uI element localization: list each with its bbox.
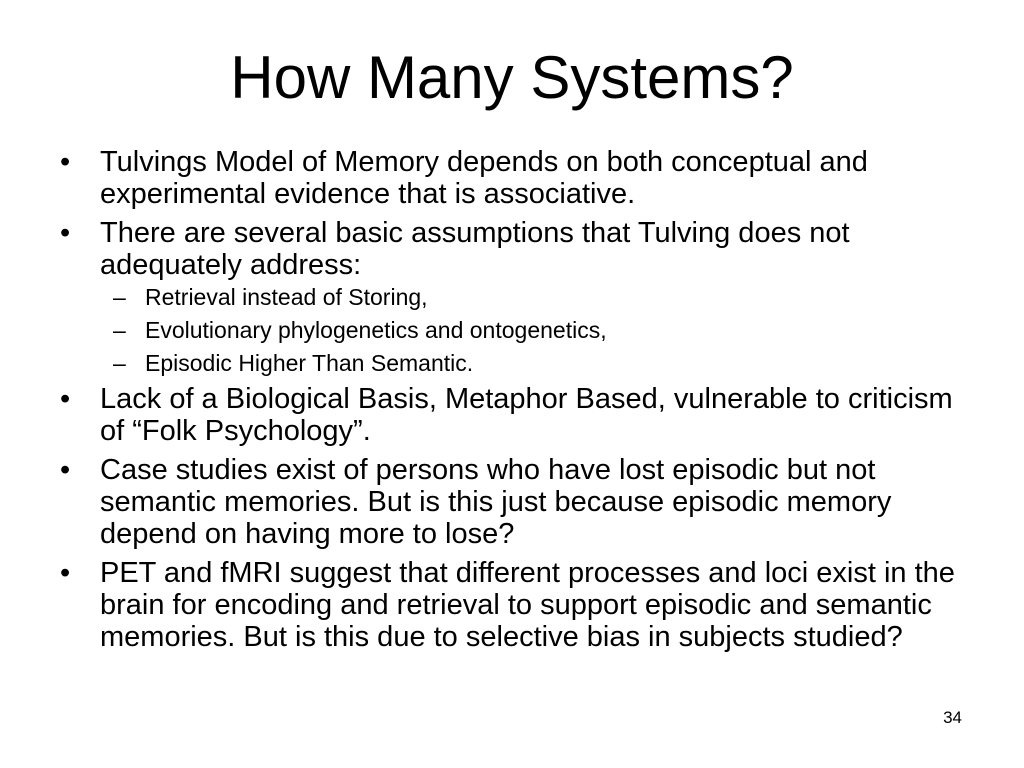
subbullet-item [100, 317, 970, 343]
dash-icon: – [113, 350, 126, 376]
bullet-text: Tulvings Model of Memory depends on both conceptual and experimental evidence that is associative. [100, 146, 868, 210]
dash-icon: – [113, 317, 126, 343]
bullet-item [60, 217, 970, 376]
bullet-item [60, 557, 970, 653]
page-number: 34 [943, 708, 962, 727]
bullet-text: Case studies exist of persons who have lost episodic but not semantic memories. But is this just because episodic memory depend on having more to lose? [100, 454, 892, 550]
bullet-item [60, 146, 970, 210]
bullet-text: There are several basic assumptions that Tulving does not adequately address: [100, 217, 850, 281]
subbullet-list [100, 284, 970, 376]
subbullet-text: Episodic Higher Than Semantic. [145, 350, 474, 376]
bullet-dot-icon: • [60, 454, 71, 486]
bullet-dot-icon: • [60, 557, 71, 589]
bullet-text: Lack of a Biological Basis, Metaphor Based, vulnerable to criticism of “Folk Psychology”. [100, 383, 953, 447]
subbullet-text: Evolutionary phylogenetics and ontogenetics, [145, 317, 607, 343]
bullet-item [60, 454, 970, 550]
bullet-text: PET and fMRI suggest that different processes and loci exist in the brain for encoding and retrieval to support episodic and semantic memories. But is this due to selective bias in subjects studied? [100, 557, 955, 653]
subbullet-text: Retrieval instead of Storing, [145, 284, 428, 310]
dash-icon: – [113, 284, 126, 310]
slide-title: How Many Systems? [230, 44, 794, 111]
bullet-dot-icon: • [60, 217, 71, 249]
bullet-dot-icon: • [60, 383, 71, 415]
bullet-item [60, 383, 970, 447]
subbullet-item [100, 284, 970, 310]
subbullet-item [100, 350, 970, 376]
bullet-list [60, 146, 970, 660]
bullet-dot-icon: • [60, 146, 71, 178]
